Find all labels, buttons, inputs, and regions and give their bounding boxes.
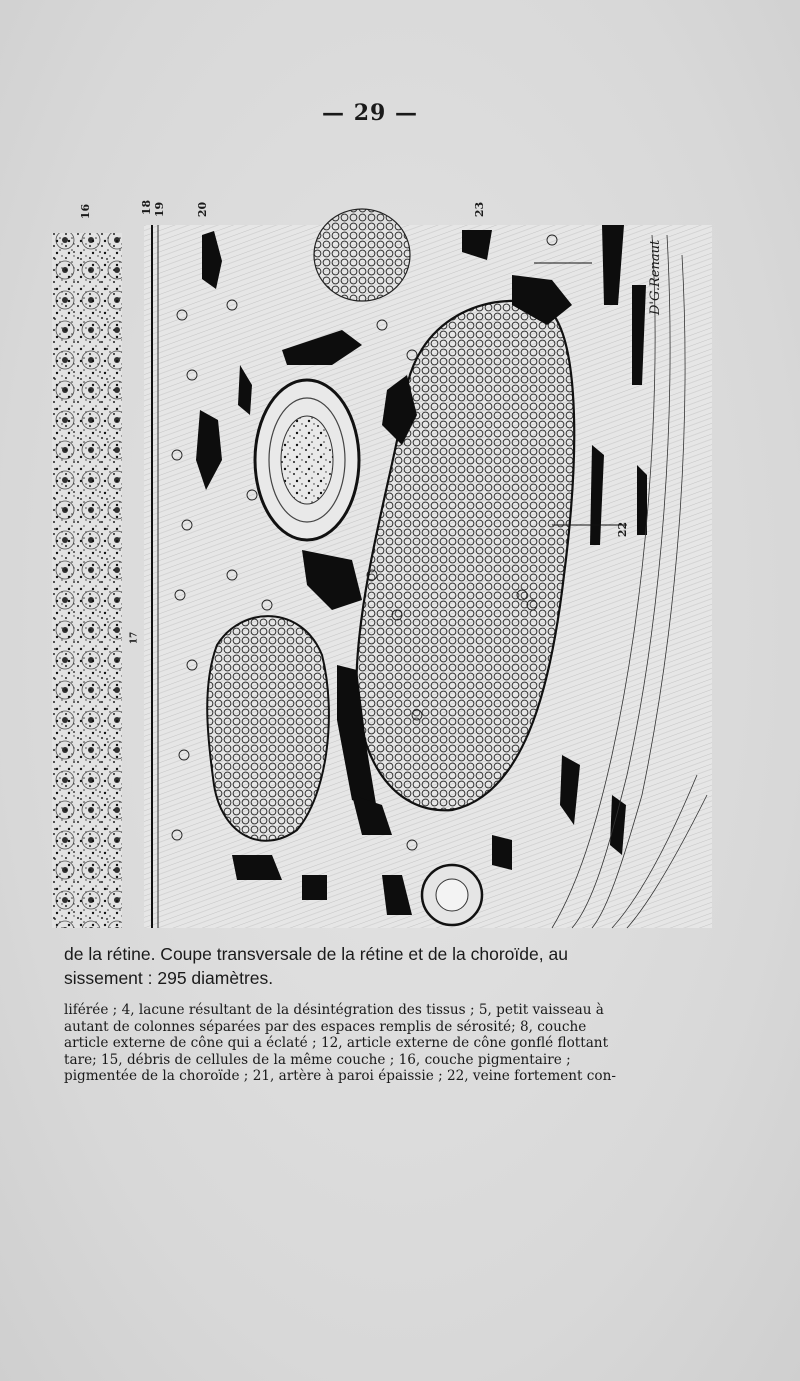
figure-label-23: 23 — [473, 201, 487, 218]
legend-line-1: liférée ; 4, lacune résultant de la désintégration des tissus ; 5, petit vaisseau à — [64, 1002, 604, 1018]
legend-line-4: tare; 15, débris de cellules de la même couche ; 16, couche pigmentaire ; — [64, 1051, 571, 1068]
figure-label-20: 20 — [196, 201, 210, 218]
figure-legend — [64, 1002, 732, 1085]
illustrator-signature: D'G.Renaut — [648, 239, 663, 315]
figure-label-19: 19 — [153, 201, 167, 218]
caption-line-2: sissement : 295 diamètres. — [64, 968, 274, 988]
figure-label-22: 22 — [616, 521, 630, 538]
retina-section-illustration — [52, 195, 712, 930]
figure-label-18: 18 — [140, 199, 154, 216]
figure-label-16: 16 — [79, 203, 93, 220]
legend-line-3: article externe de cône qui a éclaté ; 12, article externe de cône gonflé flottant — [64, 1035, 609, 1051]
figure-caption — [64, 942, 729, 990]
caption-line-1: de la rétine. Coupe transversale de la rétine et de la choroïde, au — [64, 944, 568, 964]
histology-figure — [52, 195, 712, 930]
legend-line-5: pigmentée de la choroïde ; 21, artère à paroi épaissie ; 22, veine fortement con- — [64, 1068, 616, 1084]
legend-line-2: autant de colonnes séparées par des espaces remplis de sérosité; 8, couche — [64, 1018, 587, 1035]
page-number: — 29 — — [322, 100, 418, 126]
figure-label-17: 17 — [129, 631, 140, 645]
